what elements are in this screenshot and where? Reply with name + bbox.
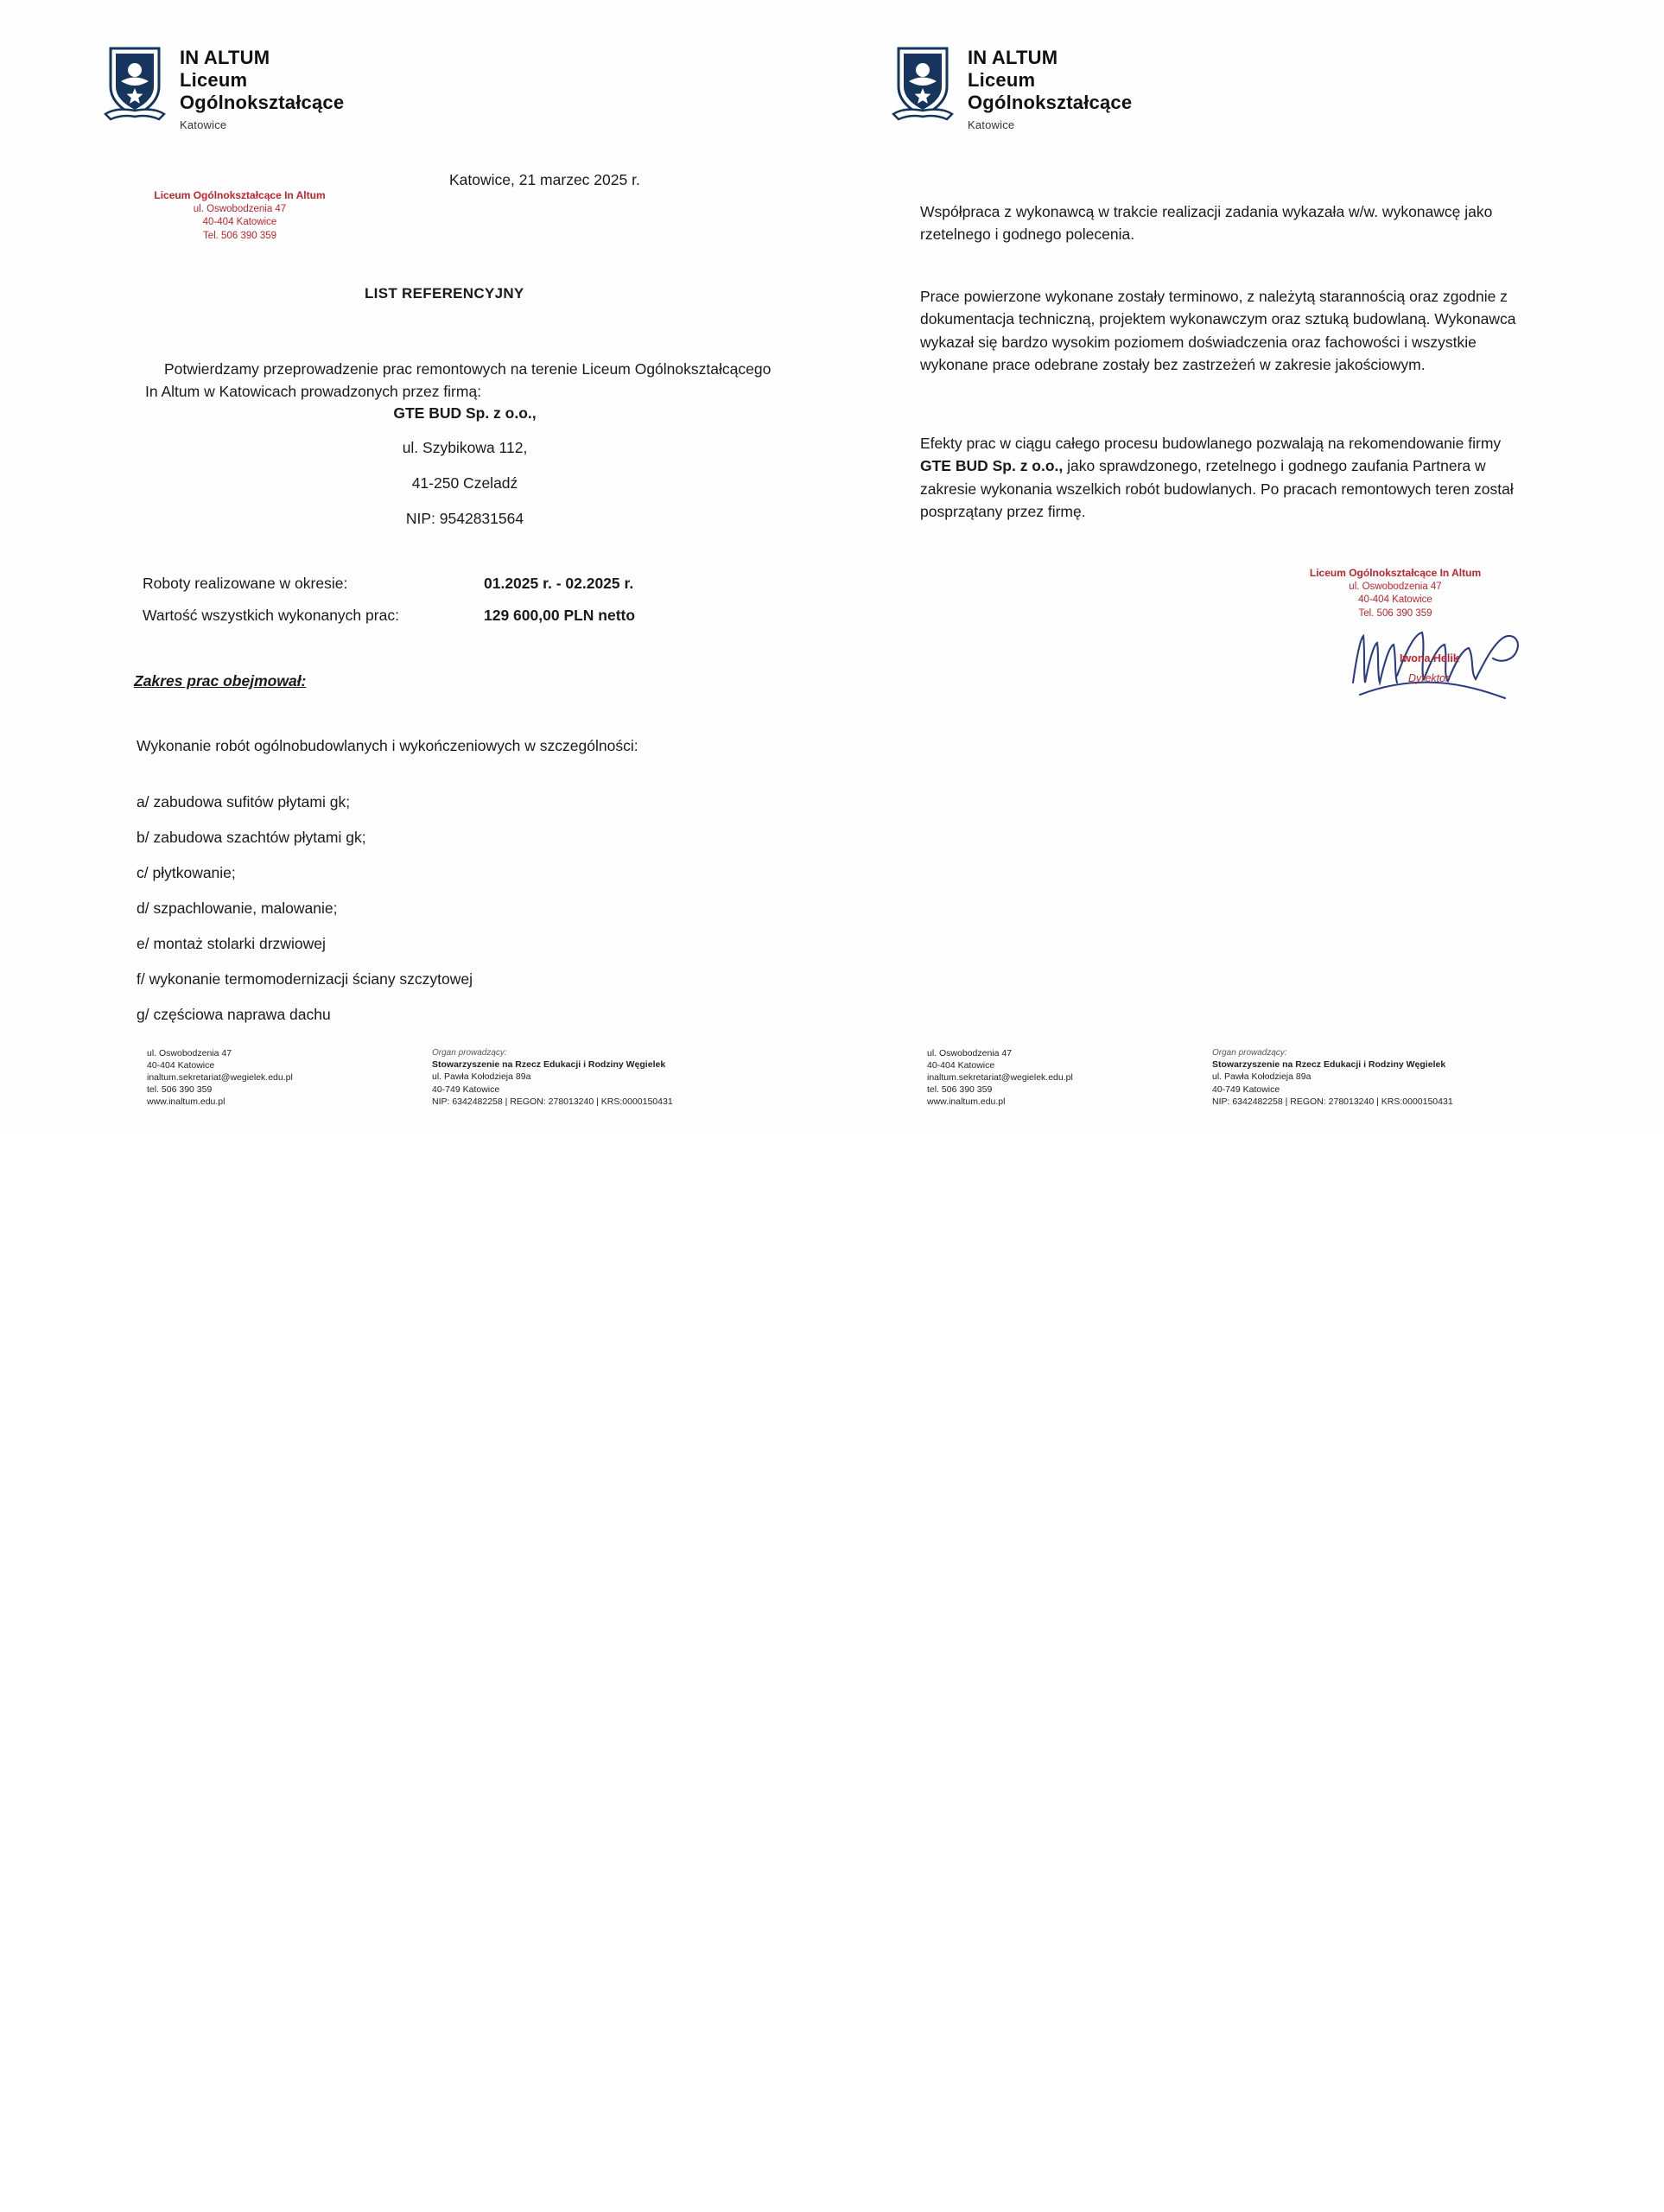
document-date: Katowice, 21 marzec 2025 r. bbox=[449, 171, 640, 188]
right-paragraph-2: Prace powierzone wykonane zostały terminowo, z należytą starannością oraz zgodnie z dokumentacja techniczną, projektem wykonawczym oraz sztuką budowlaną. Wykonawca wykazał się bardzo wysokim poziomem doświadczenia oraz fachowości i wszystkie wykonane prace odebrane zostały bez zastrzeżeń w zakresie jakościowym. bbox=[920, 288, 1516, 373]
footer-school-left bbox=[147, 1047, 293, 1132]
contractor-nip: NIP: 9542831564 bbox=[405, 510, 524, 527]
footer-org-street: ul. Pawła Kołodzieja 89a bbox=[1212, 1071, 1312, 1083]
value-value: 129 600,00 PLN netto bbox=[484, 607, 636, 624]
footer-email: inaltum.sekretariat@wegielek.edu.pl bbox=[927, 1072, 1073, 1084]
period-value: 01.2025 r. - 02.2025 r. bbox=[484, 575, 634, 592]
right-paragraph-3-a: Efekty prac w ciągu całego procesu budowlanego pozwalają na rekomendowanie firmy bbox=[920, 435, 1502, 452]
brand-line-1: IN ALTUM bbox=[180, 47, 270, 68]
signature-name: Iwona Helik bbox=[1400, 652, 1459, 664]
footer-street: ul. Oswobodzenia 47 bbox=[147, 1048, 232, 1058]
list-item: g/ częściowa naprawa dachu bbox=[137, 1006, 331, 1023]
list-item: c/ płytkowanie; bbox=[137, 864, 236, 881]
intro-paragraph: Potwierdzamy przeprowadzenie prac remontowych na terenie Liceum Ogólnokształcącego In Altum w Katowicach prowadzonych przez firmą: bbox=[145, 360, 772, 400]
document-page-left bbox=[0, 0, 832, 1132]
footer-city: 40-404 Katowice bbox=[147, 1060, 215, 1071]
list-item: e/ montaż stolarki drzwiowej bbox=[137, 935, 326, 952]
crest-icon bbox=[102, 41, 168, 121]
stamp-name: Liceum Ogólnokształcące In Altum bbox=[1309, 567, 1482, 579]
footer-org-ids: NIP: 6342482258 | REGON: 278013240 | KRS:0000150431 bbox=[432, 1096, 673, 1107]
footer-org-ids: NIP: 6342482258 | REGON: 278013240 | KRS:0000150431 bbox=[1212, 1096, 1453, 1107]
footer-org-city: 40-749 Katowice bbox=[1212, 1084, 1280, 1095]
footer-street: ul. Oswobodzenia 47 bbox=[927, 1048, 1013, 1058]
school-logo-text bbox=[968, 41, 1132, 131]
footer-email: inaltum.sekretariat@wegielek.edu.pl bbox=[147, 1072, 293, 1084]
stamp-city: 40-404 Katowice bbox=[1358, 594, 1432, 606]
footer-org-left bbox=[432, 1047, 673, 1132]
stamp-phone: Tel. 506 390 359 bbox=[202, 231, 277, 242]
school-stamp-signature bbox=[1292, 566, 1499, 621]
scope-list bbox=[137, 793, 741, 1041]
brand-line-1: IN ALTUM bbox=[968, 47, 1058, 68]
footer-school-right bbox=[927, 1047, 1073, 1132]
brand-line-3: Ogólnokształcące bbox=[180, 91, 345, 113]
footer-org-label: Organ prowadzący: bbox=[1212, 1048, 1287, 1058]
scope-intro: Wykonanie robót ogólnobudowlanych i wykończeniowych w szczególności: bbox=[137, 737, 638, 754]
footer-org-label: Organ prowadzący: bbox=[432, 1048, 507, 1058]
right-paragraph-1: Współpraca z wykonawcą w trakcie realizacji zadania wykazała w/w. wykonawcę jako rzetelnego i godnego polecenia. bbox=[920, 203, 1493, 244]
footer-org-name: Stowarzyszenie na Rzecz Edukacji i Rodziny Węgielek bbox=[1212, 1059, 1446, 1071]
value-label: Wartość wszystkich wykonanych prac: bbox=[143, 607, 399, 624]
stamp-street: ul. Oswobodzenia 47 bbox=[1349, 581, 1442, 592]
contractor-street: ul. Szybikowa 112, bbox=[402, 439, 528, 456]
contractor-name: GTE BUD Sp. z o.o., bbox=[393, 404, 537, 422]
footer-phone: tel. 506 390 359 bbox=[927, 1084, 993, 1096]
school-logo-left bbox=[102, 41, 344, 131]
right-paragraph-3-c: jako sprawdzonego, rzetelnego i godnego zaufania Partnera w zakresie wykonania wszelkich robót budowlanych. Po pracach remontowych teren został posprzątany przez firmę. bbox=[920, 457, 1514, 520]
footer-city: 40-404 Katowice bbox=[927, 1060, 995, 1071]
brand-line-3: Ogólnokształcące bbox=[968, 91, 1133, 113]
contractor-city: 41-250 Czeladź bbox=[411, 474, 518, 492]
school-stamp-left bbox=[130, 188, 350, 244]
brand-line-2: Liceum bbox=[180, 68, 248, 91]
footer-org-city: 40-749 Katowice bbox=[432, 1084, 500, 1095]
stamp-city: 40-404 Katowice bbox=[202, 217, 277, 228]
brand-city: Katowice bbox=[968, 118, 1015, 131]
footer-web: www.inaltum.edu.pl bbox=[147, 1096, 225, 1108]
school-logo-right bbox=[890, 41, 1132, 131]
footer-phone: tel. 506 390 359 bbox=[147, 1084, 213, 1096]
right-paragraph-3 bbox=[920, 432, 1534, 523]
footer-org-street: ul. Pawła Kołodzieja 89a bbox=[432, 1071, 531, 1083]
crest-icon bbox=[890, 41, 956, 121]
signature-role: Dyrektor bbox=[1408, 672, 1450, 684]
footer-org-right bbox=[1212, 1047, 1453, 1132]
list-item: b/ zabudowa szachtów płytami gk; bbox=[137, 829, 366, 846]
document-title: LIST REFERENCYJNY bbox=[365, 285, 524, 302]
brand-city: Katowice bbox=[180, 118, 227, 131]
list-item: d/ szpachlowanie, malowanie; bbox=[137, 899, 338, 917]
school-logo-text bbox=[180, 41, 344, 131]
scope-title: Zakres prac obejmował: bbox=[134, 672, 307, 690]
document-page-right bbox=[832, 0, 1664, 1132]
stamp-name: Liceum Ogólnokształcące In Altum bbox=[154, 189, 326, 201]
period-label: Roboty realizowane w okresie: bbox=[143, 575, 348, 592]
list-item: f/ wykonanie termomodernizacji ściany szczytowej bbox=[137, 970, 473, 988]
list-item: a/ zabudowa sufitów płytami gk; bbox=[137, 793, 351, 810]
contractor-name-inline: GTE BUD Sp. z o.o., bbox=[920, 457, 1064, 475]
stamp-phone: Tel. 506 390 359 bbox=[1358, 608, 1432, 620]
footer-org-name: Stowarzyszenie na Rzecz Edukacji i Rodziny Węgielek bbox=[432, 1059, 666, 1071]
footer-web: www.inaltum.edu.pl bbox=[927, 1096, 1006, 1108]
stamp-street: ul. Oswobodzenia 47 bbox=[193, 203, 287, 214]
brand-line-2: Liceum bbox=[968, 68, 1036, 91]
